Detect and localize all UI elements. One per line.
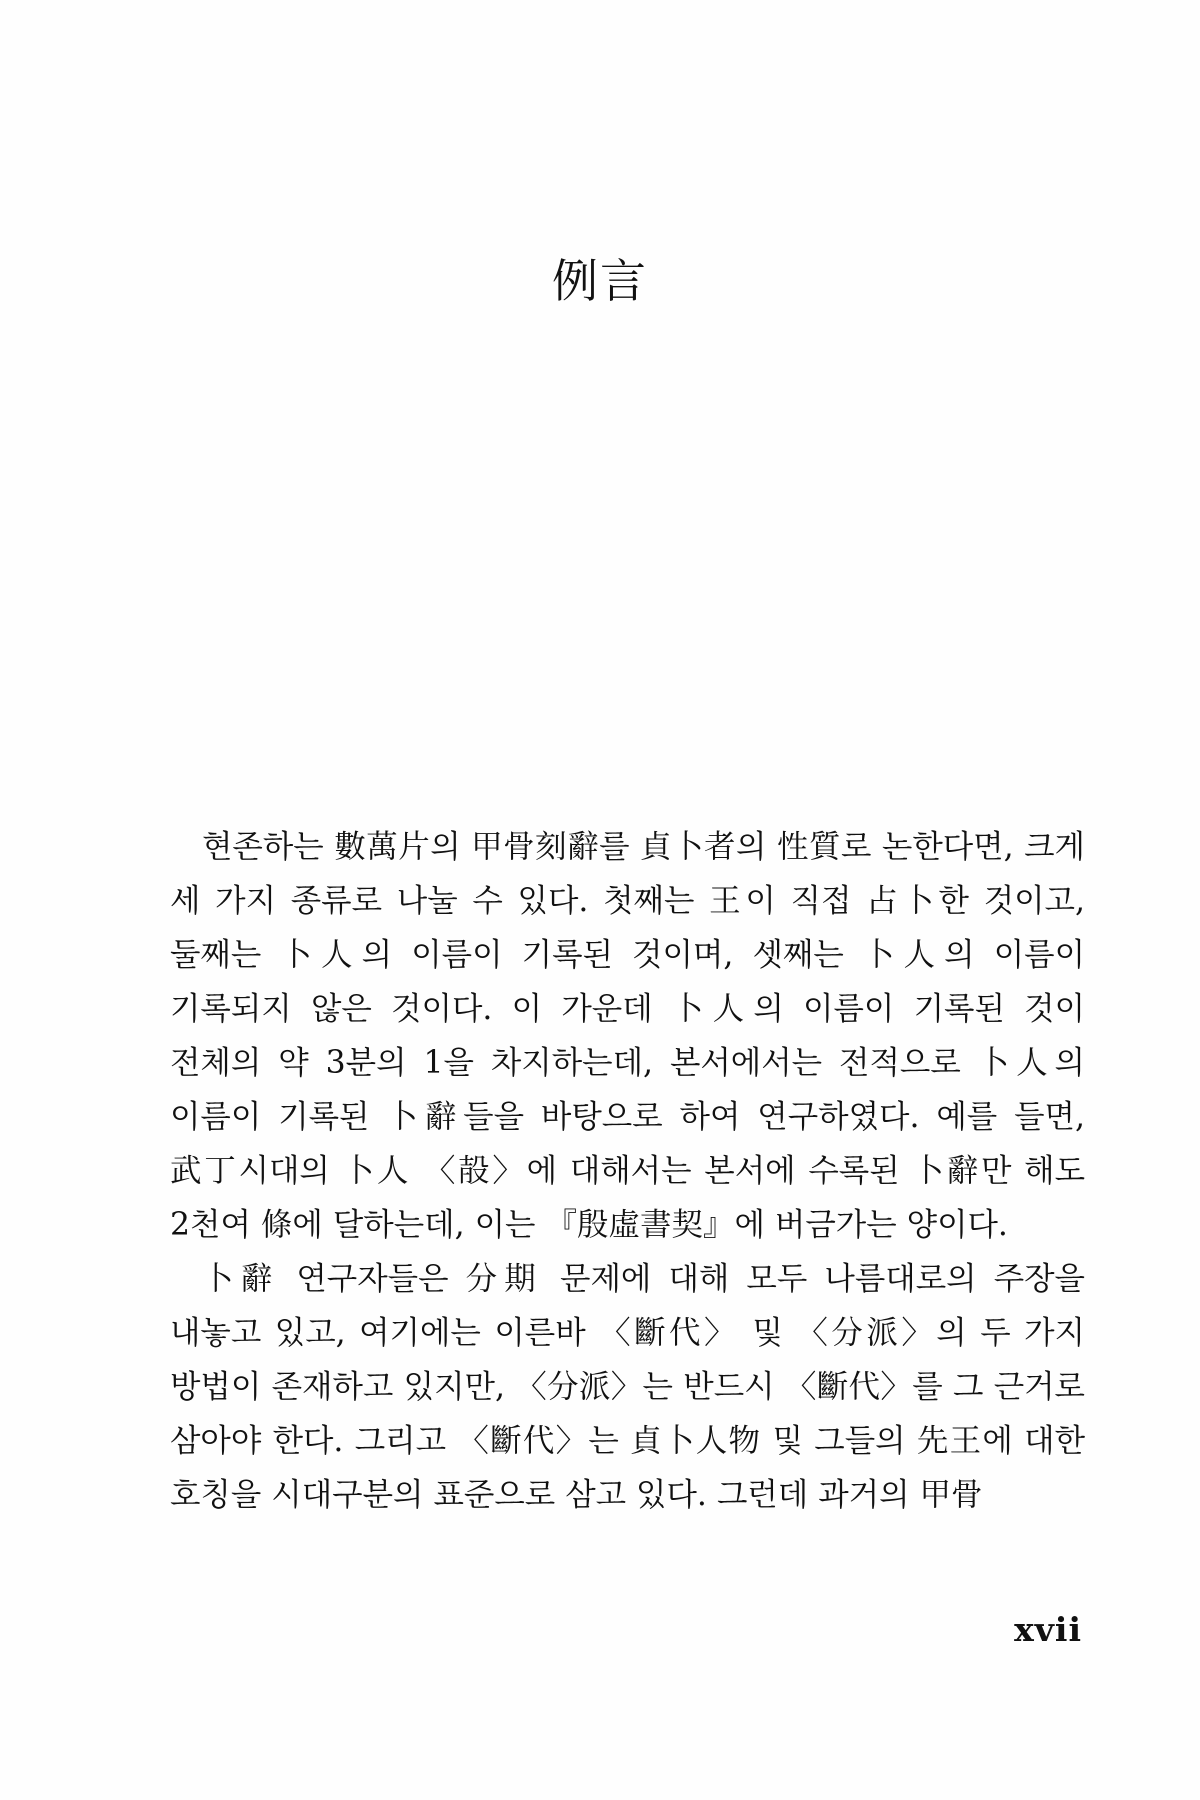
- page-number: xvii: [1014, 1610, 1082, 1649]
- body-text: [170, 820, 1085, 1522]
- paragraph-2: 卜辭 연구자들은 分期 문제에 대해 모두 나름대로의 주장을 내놓고 있고, 여기에는 이른바 〈斷代〉 및 〈分派〉의 두 가지 방법이 존재하고 있지만, 〈分派〉는 반드시 〈斷代〉를 그 근거로 삼아야 한다. 그리고 〈斷代〉는 貞卜人物 및 그들의 先王에 대한 호칭을 시대구분의 표준으로 삼고 있다. 그런데 과거의 甲骨: [170, 1261, 1085, 1513]
- paragraph-1: 현존하는 數萬片의 甲骨刻辭를 貞卜者의 性質로 논한다면, 크게 세 가지 종류로 나눌 수 있다. 첫째는 王이 직접 占卜한 것이고, 둘째는 卜人의 이름이 기록된 것이며, 셋째는 卜人의 이름이 기록되지 않은 것이다. 이 가운데 卜人의 이름이 기록된 것이 전체의 약 3분의 1을 차지하는데, 본서에서는 전적으로 卜人의 이름이 기록된 卜辭들을 바탕으로 하여 연구하였다. 예를 들면, 武丁시대의 卜人 〈㱿〉에 대해서는 본서에 수록된 卜辭만 해도 2천여 條에 달하는데, 이는 『殷虛書契』에 버금가는 양이다.: [170, 829, 1085, 1243]
- page-title: 例言: [552, 254, 648, 308]
